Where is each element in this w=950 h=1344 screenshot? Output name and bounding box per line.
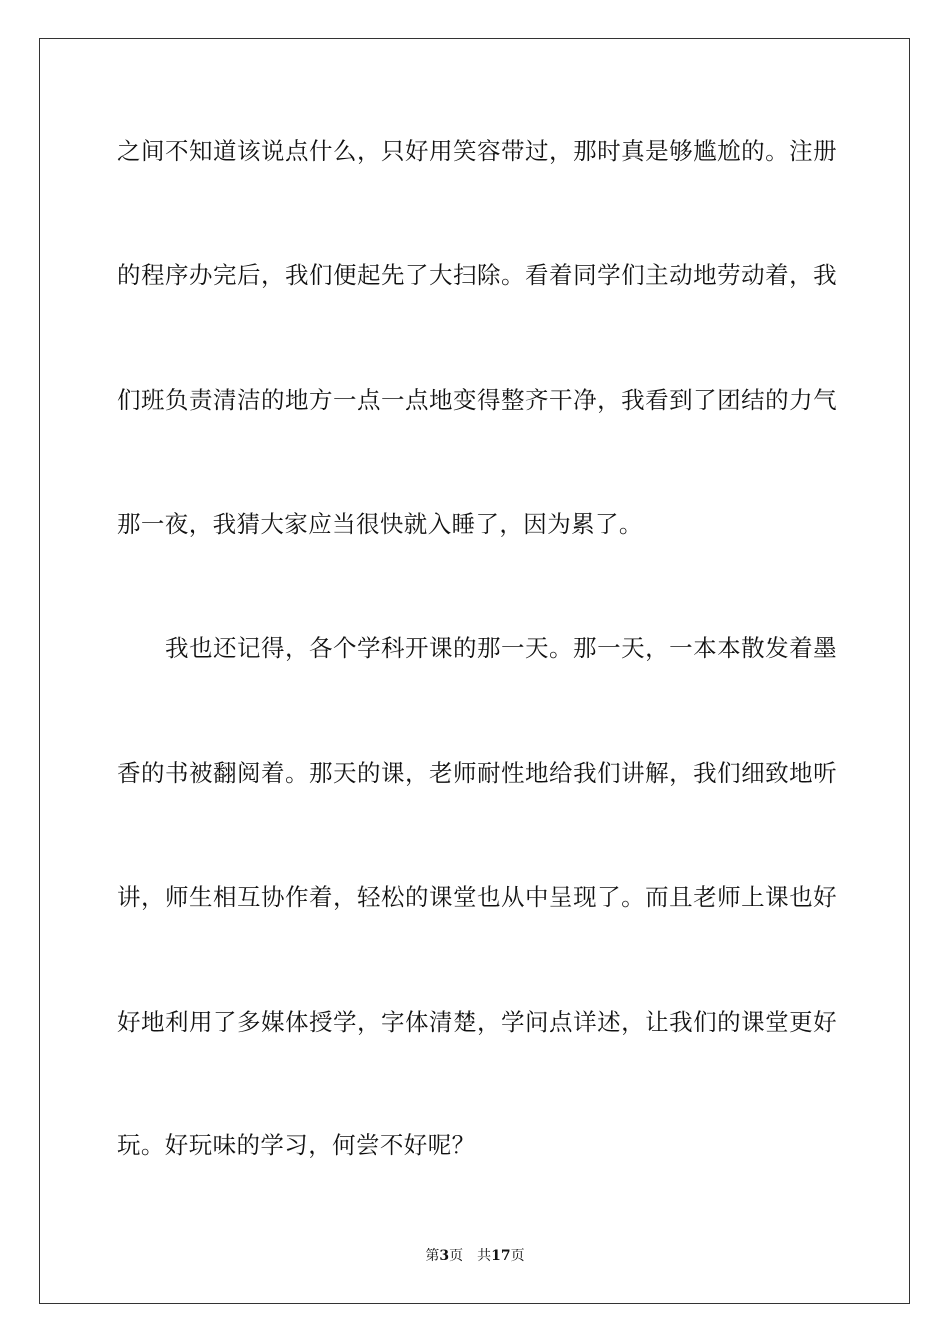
body-line-9: 玩。好玩味的学习，何尝不好呢？ xyxy=(117,1131,476,1159)
footer-total-suffix: 页 xyxy=(510,1248,525,1264)
footer-total-prefix: 共 xyxy=(477,1248,492,1264)
body-line-1: 之间不知道该说点什么，只好用笑容带过，那时真是够尴尬的。注册 xyxy=(117,137,837,165)
body-line-4: 那一夜，我猜大家应当很快就入睡了，因为累了。 xyxy=(117,510,643,538)
body-line-8: 好地利用了多媒体授学，字体清楚，学问点详述，让我们的课堂更好 xyxy=(117,1008,837,1036)
footer-page-suffix: 页 xyxy=(449,1248,464,1264)
body-line-7: 讲，师生相互协作着，轻松的课堂也从中呈现了。而且老师上课也好 xyxy=(117,883,837,911)
footer-total-number: 17 xyxy=(491,1248,511,1264)
footer-page-number: 3 xyxy=(439,1248,450,1264)
body-line-3: 们班负责清洁的地方一点一点地变得整齐干净，我看到了团结的力气 xyxy=(117,386,837,414)
footer-page-prefix: 第 xyxy=(425,1248,440,1264)
page-footer xyxy=(0,1247,950,1265)
body-line-5: 我也还记得，各个学科开课的那一天。那一天，一本本散发着墨 xyxy=(165,634,837,662)
page-border xyxy=(39,38,910,1304)
body-line-6: 香的书被翻阅着。那天的课，老师耐性地给我们讲解，我们细致地听 xyxy=(117,759,837,787)
body-line-2: 的程序办完后，我们便起先了大扫除。看着同学们主动地劳动着，我 xyxy=(117,261,837,289)
